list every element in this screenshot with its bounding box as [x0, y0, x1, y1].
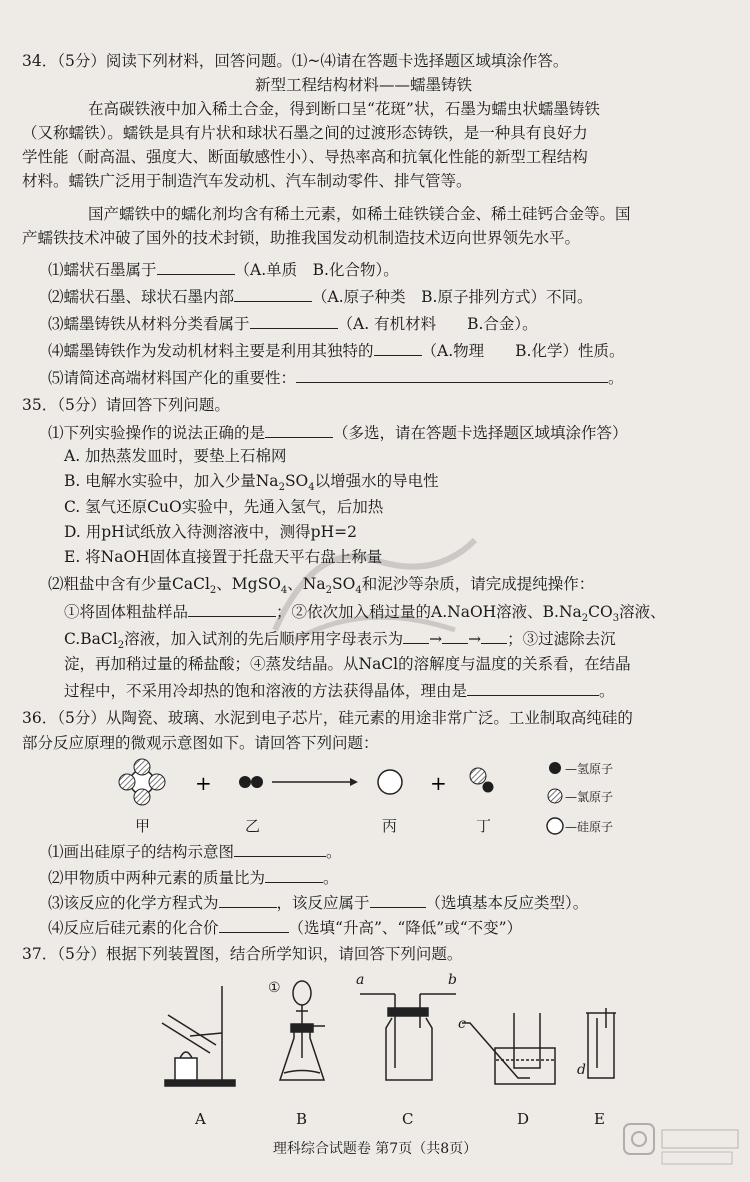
- corner-logo: [622, 1120, 742, 1172]
- subscript: 4: [355, 585, 362, 597]
- reaction-diagram: [0, 752, 750, 842]
- apparatus-a: [162, 986, 235, 1086]
- answer-blank[interactable]: [467, 679, 599, 696]
- page-footer: 理科综合试题卷 第7页（共8页）: [272, 1141, 478, 1157]
- q35-sub2-text: C.BaCl: [64, 630, 118, 648]
- q35-sub1-note: （多选，请在答题卡选择题区域填涂作答）: [333, 424, 628, 442]
- q35-option-b-text: B. 电解水实验中，加入少量Na: [64, 472, 279, 490]
- q34-sub1: [48, 258, 399, 281]
- reaction-arrowhead: [350, 778, 358, 786]
- legend: [547, 762, 563, 834]
- q34-sub1-options: （A.单质 B.化合物）。: [234, 261, 399, 279]
- label-jia: 甲: [135, 817, 151, 835]
- q36-sub2: [48, 866, 339, 889]
- q35-sub2-text: 溶液，加入试剂的先后顺序用字母表示为: [124, 630, 404, 648]
- apparatus-e: [586, 1008, 616, 1078]
- q34-sub4-text: ⑷蠕墨铸铁作为发动机材料主要是利用其独特的: [48, 342, 374, 360]
- q35-sub2-text: 、Na: [287, 575, 326, 593]
- q35-option-a: A. 加热蒸发皿时，要垫上石棉网: [64, 447, 287, 465]
- arrow-icon: →: [468, 630, 482, 648]
- answer-blank[interactable]: [296, 366, 608, 383]
- chlorine-atom-icon: [548, 789, 562, 803]
- q35-sub2-line1: [48, 573, 594, 602]
- q36-sub2-end: 。: [323, 869, 339, 887]
- label-c: C: [402, 1110, 414, 1128]
- q35-sub2-text: 和泥沙等杂质，请完成提纯操作：: [361, 575, 595, 593]
- q35-option-b: [64, 470, 439, 499]
- apparatus-d: [462, 1013, 555, 1084]
- q34-p2-line2: 产蠕铁技术冲破了国外的技术封锁，助推我国发动机制造技术迈向世界领先水平。: [22, 229, 581, 247]
- hydrogen-atom-icon: [549, 762, 561, 774]
- q34-header: 34．（5分）阅读下列材料，回答问题。⑴~⑷请在答题卡选择题区域填涂作答。: [22, 52, 569, 70]
- silicon-atom-icon: [547, 818, 563, 834]
- molecule-jia: [119, 759, 165, 805]
- subscript: 2: [117, 640, 125, 652]
- q35-sub2-line2: [64, 600, 666, 630]
- legend-silicon: —硅原子: [565, 820, 614, 834]
- q35-sub2-text: 、MgSO: [216, 575, 281, 593]
- q34-sub3-options: （A. 有机材料 B.合金）。: [337, 315, 538, 333]
- q34-p2-line1: 国产蠕铁中的蠕化剂均含有稀土元素，如稀土硅铁镁合金、稀土硅钙合金等。国: [88, 205, 631, 223]
- q36-sub3: [48, 891, 588, 914]
- q36-sub1-text: ⑴画出硅原子的结构示意图: [48, 843, 235, 861]
- q35-sub2-text: 溶液、: [619, 603, 666, 621]
- mark-a: a: [356, 972, 365, 988]
- apparatus-b: [280, 981, 325, 1080]
- answer-blank[interactable]: [265, 866, 323, 883]
- answer-blank[interactable]: [219, 891, 277, 908]
- q34-sub4-options: （A.物理 B.化学）性质。: [421, 342, 625, 360]
- q35-sub1-text: ⑴下列实验操作的说法正确的是: [48, 424, 266, 442]
- q34-sub3: [48, 312, 538, 335]
- answer-blank[interactable]: [157, 258, 235, 275]
- answer-blank[interactable]: [403, 627, 429, 644]
- q34-sub2-options: （A.原子种类 B.原子排列方式）不同。: [312, 288, 593, 306]
- subscript: 4: [308, 482, 315, 494]
- q34-sub5: [48, 366, 624, 389]
- q34-sub2-text: ⑵蠕状石墨、球状石墨内部: [48, 288, 235, 306]
- label-e: E: [594, 1110, 605, 1128]
- molecule-yi: [239, 776, 263, 788]
- arrow-icon: →: [429, 630, 443, 648]
- apparatus-c: [360, 994, 456, 1080]
- molecule-ding: [470, 768, 494, 793]
- plus-sign: +: [195, 771, 212, 795]
- q34-p1-line1: 在高碳铁液中加入稀土合金，得到断口呈“花斑”状，石墨为蠕虫状蠕墨铸铁: [88, 100, 600, 118]
- q35-sub1: [48, 421, 628, 444]
- label-b: B: [296, 1110, 308, 1128]
- label-d: D: [517, 1110, 530, 1128]
- label-a: A: [195, 1110, 206, 1128]
- q35-sub2-text: ；②依次加入稍过量的A.NaOH溶液、B.Na: [276, 603, 582, 621]
- legend-hydrogen: —氢原子: [565, 762, 614, 776]
- q35-option-d: D. 用pH试纸放入待测溶液中，测得pH=2: [64, 523, 357, 541]
- q35-header: 35．（5分）请回答下列问题。: [22, 396, 230, 414]
- answer-blank[interactable]: [265, 421, 333, 438]
- apparatus-diagram: [0, 968, 750, 1108]
- q36-sub2-text: ⑵甲物质中两种元素的质量比为: [48, 869, 266, 887]
- answer-blank[interactable]: [234, 285, 312, 302]
- mark-circled-1: ①: [268, 980, 281, 996]
- q36-header: 36．（5分）从陶瓷、玻璃、水泥到电子芯片，硅元素的用途非常广泛。工业制取高纯硅的: [22, 709, 633, 727]
- subscript: 4: [280, 585, 288, 597]
- q36-sub3-note: （选填基本反应类型）。: [425, 894, 589, 912]
- label-yi: 乙: [245, 817, 261, 835]
- answer-blank[interactable]: [374, 339, 422, 356]
- q36-sub4: [48, 916, 522, 939]
- q36-header2: 部分反应原理的微观示意图如下。请回答下列问题：: [22, 734, 379, 752]
- q34-sub5-end: 。: [608, 369, 624, 387]
- answer-blank[interactable]: [234, 840, 326, 857]
- subscript: 2: [325, 585, 332, 597]
- plus-sign: +: [430, 771, 447, 795]
- q35-sub2-text: ；③过滤除去沉: [507, 630, 616, 648]
- q34-sub3-text: ⑶蠕墨铸铁从材料分类看属于: [48, 315, 250, 333]
- q35-sub2-text: 过程中，不采用冷却热的饱和溶液的方法获得晶体，理由是: [64, 682, 468, 700]
- mark-d: d: [577, 1062, 586, 1078]
- q34-passage-title: 新型工程结构材料——蠕墨铸铁: [255, 76, 473, 94]
- q34-sub5-text: ⑸请简述高端材料国产化的重要性：: [48, 369, 297, 387]
- answer-blank[interactable]: [250, 312, 338, 329]
- q36-sub1-end: 。: [326, 843, 342, 861]
- q36-sub3-text: ，该反应属于: [276, 894, 370, 912]
- answer-blank[interactable]: [370, 891, 426, 908]
- q36-sub1: [48, 840, 342, 863]
- q35-sub2-text: SO: [331, 575, 356, 593]
- q35-sub2-line4: 淀，再加稍过量的稀盐酸；④蒸发结晶。从NaCl的溶解度与温度的关系看，在结晶: [64, 655, 631, 673]
- q37-header: 37．（5分）根据下列装置图，结合所学知识，请回答下列问题。: [22, 945, 463, 963]
- answer-blank[interactable]: [481, 627, 507, 644]
- q34-p1-line3: 学性能（耐高温、强度大、断面敏感性小）、导热率高和抗氧化性能的新型工程结构: [22, 148, 588, 166]
- q34-sub1-text: ⑴蠕状石墨属于: [48, 261, 157, 279]
- molecule-bing: [378, 770, 402, 794]
- q36-sub4-note: （选填“升高”、“降低”或“不变”）: [288, 919, 523, 937]
- q35-sub2-end: 。: [599, 682, 615, 700]
- label-bing: 丙: [382, 817, 398, 835]
- q35-sub2-text: CO: [588, 603, 613, 621]
- q34-sub4: [48, 339, 624, 362]
- q36-sub4-text: ⑷反应后硅元素的化合价: [48, 919, 219, 937]
- q35-option-e: E. 将NaOH固体直接置于托盘天平右盘上称量: [64, 548, 383, 566]
- q34-p1-line4: 材料。蠕铁广泛用于制造汽车发动机、汽车制动零件、排气管等。: [22, 172, 472, 190]
- mark-c: c: [458, 1016, 466, 1032]
- subscript: 2: [581, 613, 589, 625]
- q35-option-b-text: SO: [284, 472, 309, 490]
- q35-sub2-line5: [64, 679, 615, 702]
- q35-sub2-text: ⑵粗盐中含有少量CaCl: [48, 575, 210, 593]
- q35-sub2-text: ①将固体粗盐样品: [64, 603, 189, 621]
- answer-blank[interactable]: [188, 600, 276, 617]
- mark-b: b: [448, 972, 457, 988]
- answer-blank[interactable]: [219, 916, 289, 933]
- q34-p1-line2: （又称蠕铁）。蠕铁是具有片状和球状石墨之间的过渡形态铸铁，是一种具有良好力: [22, 124, 588, 142]
- subscript: 2: [278, 482, 285, 494]
- q35-option-b-text: 以增强水的导电性: [314, 472, 439, 490]
- q36-sub3-text: ⑶该反应的化学方程式为: [48, 894, 219, 912]
- answer-blank[interactable]: [442, 627, 468, 644]
- subscript: 3: [612, 613, 620, 625]
- q34-sub2: [48, 285, 592, 308]
- legend-chlorine: —氯原子: [565, 790, 614, 804]
- label-ding: 丁: [476, 817, 492, 835]
- subscript: 2: [209, 585, 217, 597]
- q35-option-c: C. 氢气还原CuO实验中，先通入氢气，后加热: [64, 498, 384, 516]
